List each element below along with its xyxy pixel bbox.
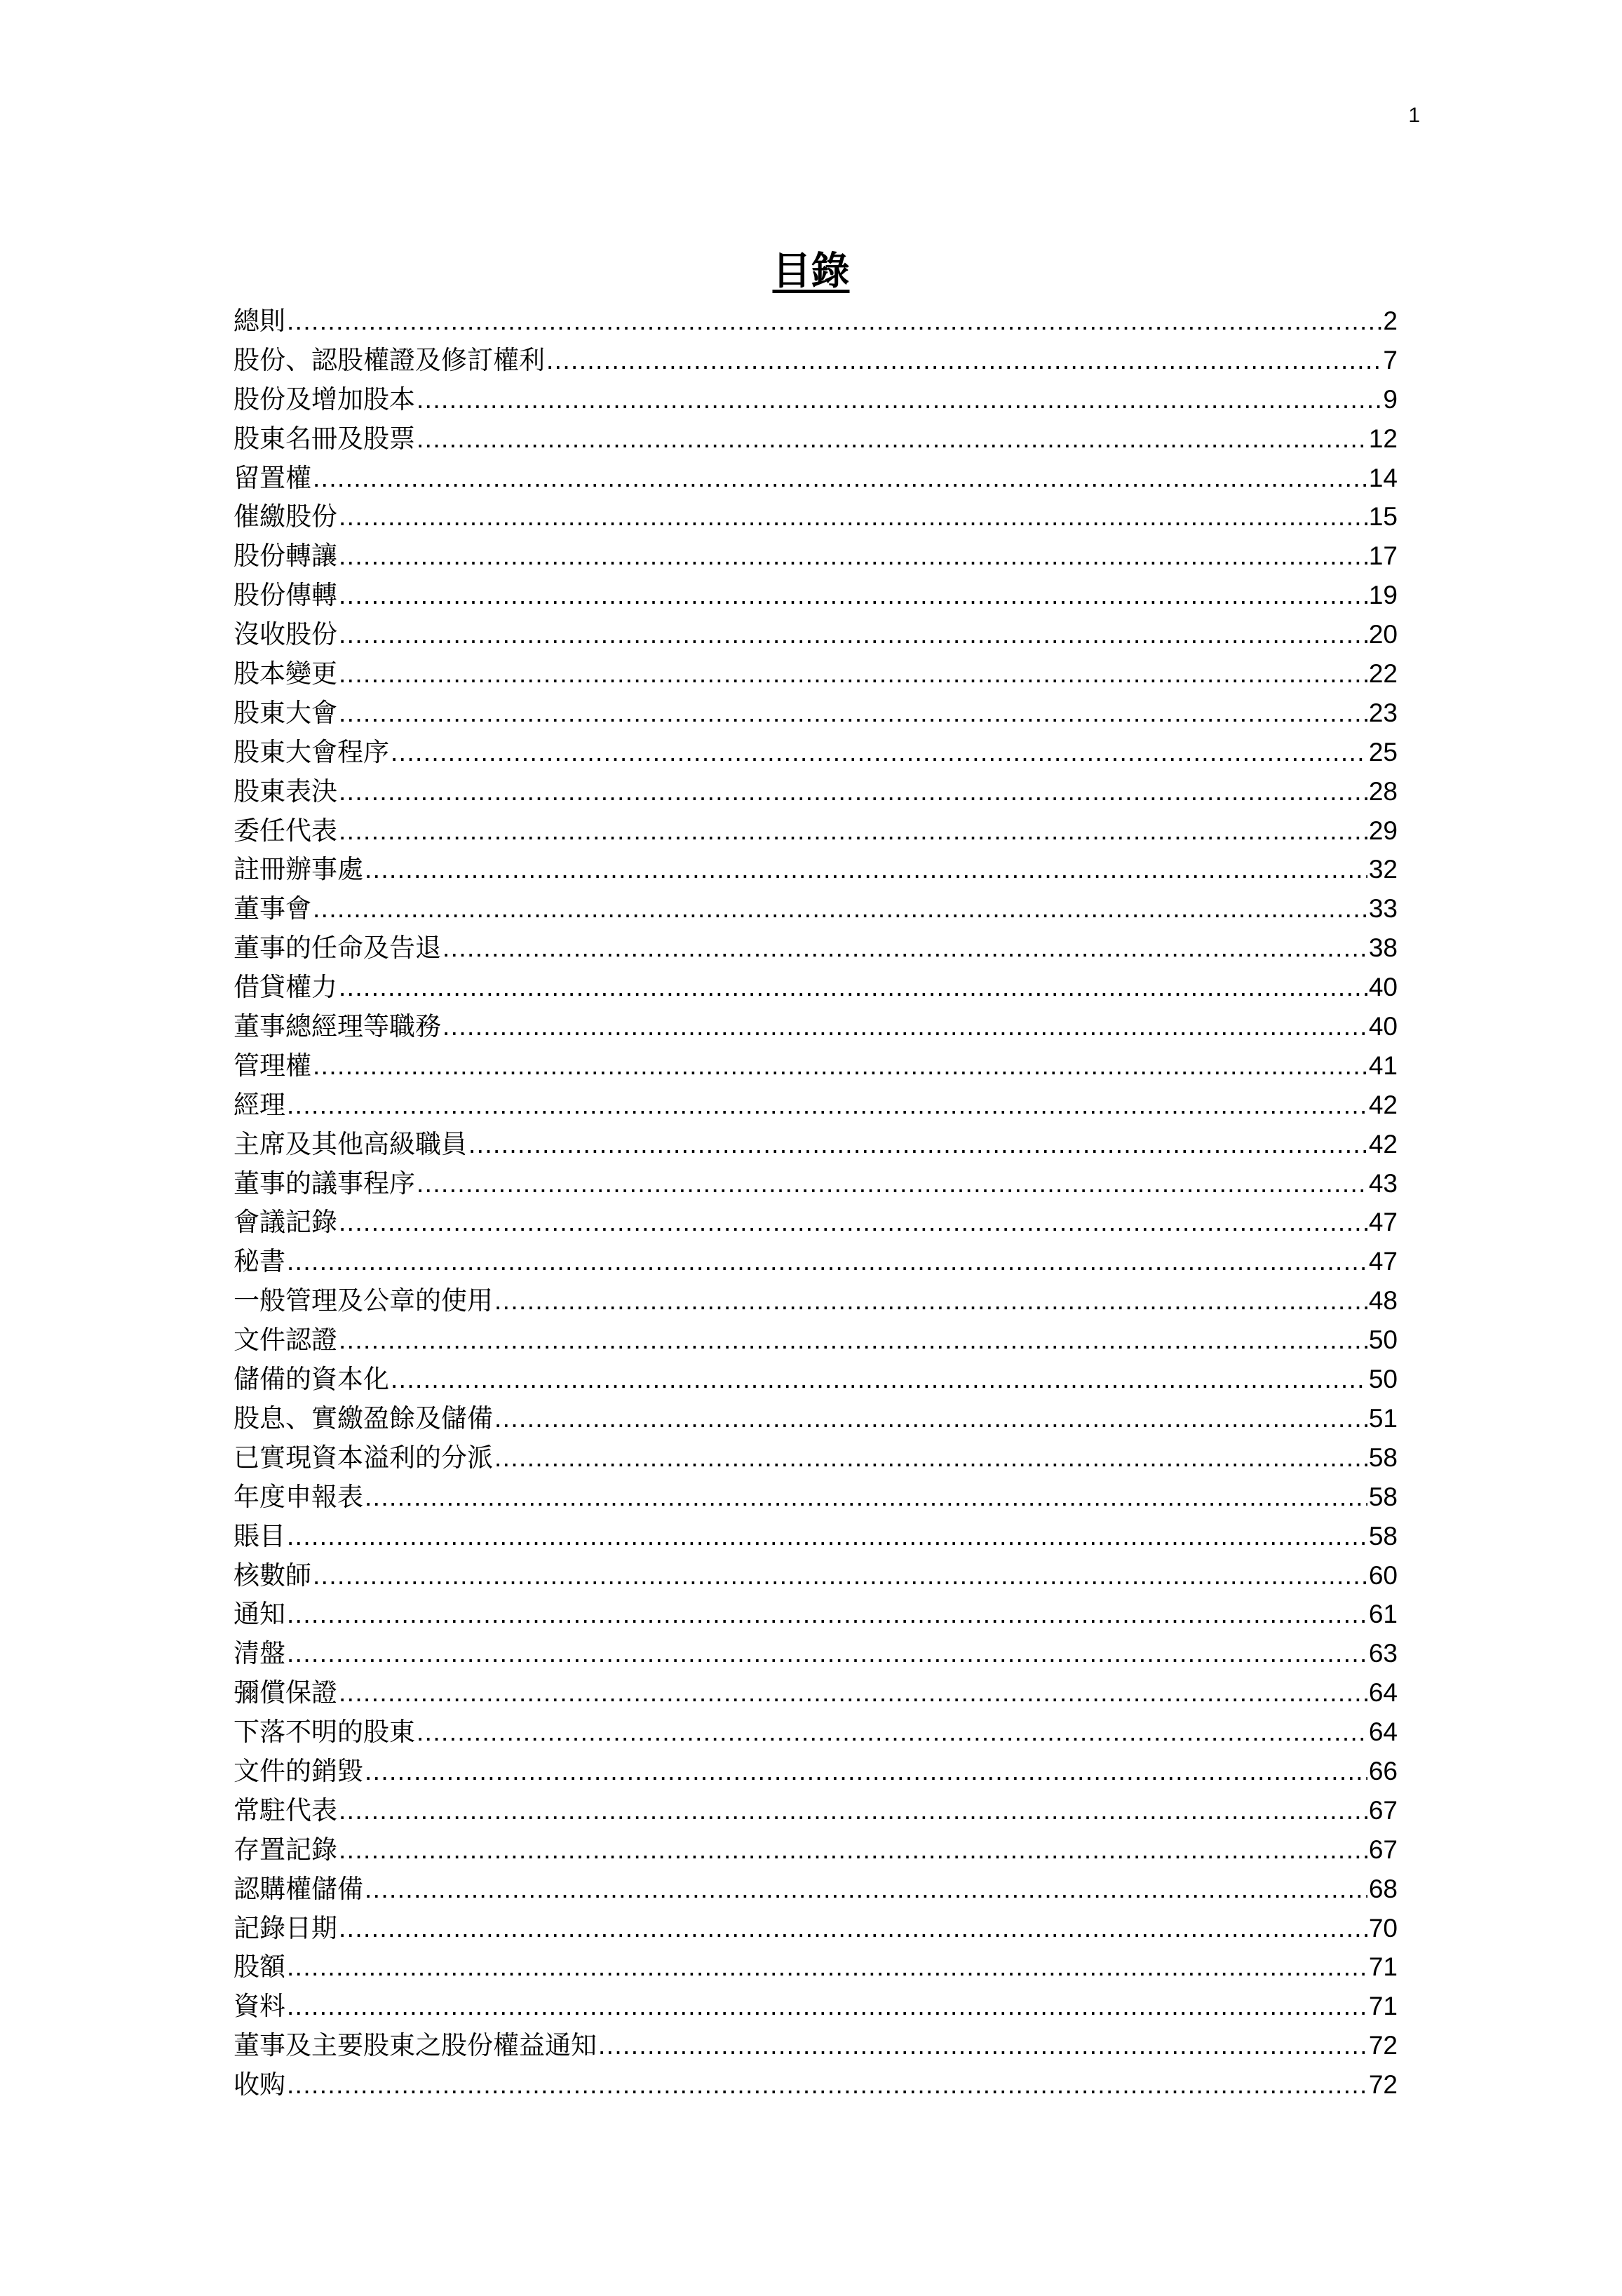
toc-entry[interactable] [234,2026,1398,2065]
toc-entry-page-number: 40 [1368,973,1398,1002]
toc-entry-page-number: 33 [1368,894,1398,924]
toc-entry-page-number: 67 [1368,1795,1398,1825]
toc-entry-title: 借貸權力 [234,972,337,1003]
toc-entry-page-number: 58 [1368,1521,1398,1551]
toc-entry-title: 會議記錄 [234,1207,337,1238]
dot-leader [494,1399,1367,1438]
toc-entry-page-number: 28 [1368,776,1398,806]
toc-entry-page-number: 72 [1368,2031,1398,2060]
toc-entry-title: 常駐代表 [234,1795,337,1825]
toc-entry-title: 註冊辦事處 [234,854,363,885]
toc-entry[interactable] [234,1595,1398,1634]
toc-entry[interactable] [234,1634,1398,1673]
toc-entry-title: 董事總經理等職務 [234,1011,441,1042]
toc-entry-page-number: 25 [1368,737,1398,767]
toc-entry-page-number: 14 [1368,463,1398,492]
dot-leader [391,1360,1367,1399]
toc-entry-page-number: 17 [1368,541,1398,571]
toc-entry[interactable] [234,1517,1398,1556]
toc-entry[interactable] [234,811,1398,851]
toc-entry[interactable] [234,928,1398,968]
toc-entry[interactable] [234,1360,1398,1399]
toc-entry-title: 彌償保證 [234,1677,337,1708]
toc-entry[interactable] [234,1947,1398,1987]
toc-entry[interactable] [234,1125,1398,1164]
dot-leader [339,968,1367,1007]
table-of-contents [234,302,1398,2105]
toc-entry-title: 股份及增加股本 [234,384,415,414]
dot-leader [339,536,1367,576]
toc-entry-page-number: 2 [1383,306,1398,335]
dot-leader [417,419,1367,459]
toc-entry[interactable] [234,889,1398,928]
toc-entry-page-number: 19 [1368,581,1398,610]
toc-entry-page-number: 60 [1368,1560,1398,1590]
toc-entry-page-number: 71 [1368,1992,1398,2021]
toc-entry-page-number: 43 [1368,1168,1398,1198]
toc-entry-page-number: 68 [1368,1874,1398,1903]
toc-entry-title: 股東表決 [234,776,337,806]
toc-entry-title: 股份轉讓 [234,541,337,572]
dot-leader [365,1478,1367,1517]
toc-entry[interactable] [234,497,1398,536]
toc-entry-title: 核數師 [234,1560,311,1591]
dot-leader [339,1791,1367,1830]
toc-entry[interactable] [234,576,1398,615]
dot-leader [391,733,1367,772]
dot-leader [313,459,1367,498]
toc-entry[interactable] [234,772,1398,811]
toc-entry-title: 股東大會程序 [234,736,389,767]
dot-leader [339,811,1367,851]
dot-leader [313,889,1367,928]
dot-leader [313,1046,1367,1086]
toc-entry[interactable] [234,1830,1398,1870]
toc-entry-title: 清盤 [234,1638,285,1669]
toc-entry-title: 股份、認股權證及修訂權利 [234,344,545,375]
toc-entry-title: 資料 [234,1991,285,2022]
toc-entry[interactable] [234,2065,1398,2105]
toc-entry-page-number: 42 [1368,1129,1398,1159]
toc-entry-title: 股息、實繳盈餘及儲備 [234,1403,493,1433]
toc-entry-title: 委任代表 [234,815,337,846]
toc-entry-title: 股份傳轉 [234,580,337,611]
toc-entry-title: 留置權 [234,462,311,493]
toc-entry-page-number: 41 [1368,1051,1398,1080]
toc-entry-page-number: 23 [1368,698,1398,727]
toc-entry-title: 董事的議事程序 [234,1168,415,1198]
dot-leader [339,1673,1367,1713]
toc-entry[interactable] [234,1399,1398,1438]
toc-entry-title: 總則 [234,306,285,336]
toc-entry-title: 董事會 [234,893,311,924]
toc-entry-page-number: 20 [1368,620,1398,649]
dot-leader [494,1281,1367,1321]
dot-leader [339,576,1367,615]
toc-entry[interactable] [234,1086,1398,1125]
toc-entry-title: 股東名冊及股票 [234,423,415,454]
dot-leader [287,1595,1367,1634]
toc-entry[interactable] [234,654,1398,694]
toc-entry-title: 文件的銷毀 [234,1755,363,1786]
dot-leader [339,654,1367,694]
toc-entry-page-number: 51 [1368,1403,1398,1433]
toc-entry-page-number: 64 [1368,1717,1398,1747]
toc-entry[interactable] [234,536,1398,576]
toc-entry-page-number: 12 [1368,424,1398,453]
toc-entry-title: 股額 [234,1952,285,1983]
toc-entry[interactable] [234,1478,1398,1517]
toc-entry-page-number: 50 [1368,1325,1398,1355]
toc-entry[interactable] [234,1007,1398,1046]
toc-entry-page-number: 22 [1368,659,1398,689]
toc-entry[interactable] [234,1242,1398,1281]
dot-leader [287,1634,1367,1673]
dot-leader [287,1987,1367,2026]
dot-leader [339,497,1367,536]
toc-entry-title: 股東大會 [234,697,337,728]
dot-leader [287,1517,1367,1556]
toc-entry-title: 收购 [234,2069,285,2100]
toc-entry-title: 經理 [234,1089,285,1120]
toc-entry-title: 催繳股份 [234,501,337,532]
toc-entry-page-number: 9 [1383,384,1398,414]
toc-entry-page-number: 70 [1368,1913,1398,1943]
toc-entry[interactable] [234,419,1398,459]
toc-entry-title: 年度申報表 [234,1481,363,1512]
toc-entry-page-number: 38 [1368,933,1398,963]
toc-entry-title: 文件認證 [234,1325,337,1356]
page-number: 1 [1408,104,1420,127]
dot-leader [365,850,1367,889]
toc-entry-title: 秘書 [234,1246,285,1277]
dot-leader [287,1242,1367,1281]
toc-entry[interactable] [234,1713,1398,1752]
toc-entry-title: 賬目 [234,1520,285,1551]
toc-entry[interactable] [234,1791,1398,1830]
toc-entry[interactable] [234,1556,1398,1595]
toc-entry-title: 儲備的資本化 [234,1364,389,1395]
toc-entry[interactable] [234,1987,1398,2026]
dot-leader [442,928,1367,968]
dot-leader [494,1438,1367,1478]
dot-leader [287,1947,1367,1987]
toc-entry-title: 股本變更 [234,659,337,689]
toc-entry-page-number: 58 [1368,1482,1398,1511]
dot-leader [365,1752,1367,1791]
toc-entry-title: 董事的任命及告退 [234,933,441,964]
toc-entry[interactable] [234,302,1398,341]
toc-entry-title: 認購權儲備 [234,1873,363,1904]
toc-entry-title: 董事及主要股東之股份權益通知 [234,2030,597,2061]
toc-entry[interactable] [234,459,1398,498]
toc-entry-page-number: 48 [1368,1286,1398,1316]
dot-leader [365,1870,1367,1909]
toc-entry-page-number: 47 [1368,1247,1398,1276]
dot-leader [339,615,1367,654]
toc-entry-title: 存置記錄 [234,1834,337,1865]
toc-entry[interactable] [234,694,1398,733]
dot-leader [287,2065,1367,2105]
toc-entry[interactable] [234,380,1398,419]
toc-entry-title: 記錄日期 [234,1912,337,1943]
toc-entry-title: 主席及其他高級職員 [234,1128,467,1159]
toc-entry-page-number: 47 [1368,1208,1398,1237]
toc-entry-page-number: 72 [1368,2070,1398,2100]
toc-entry-title: 通知 [234,1599,285,1630]
toc-entry-title: 一般管理及公章的使用 [234,1285,493,1316]
toc-entry[interactable] [234,968,1398,1007]
dot-leader [468,1125,1367,1164]
dot-leader [598,2026,1367,2065]
toc-entry-page-number: 15 [1368,502,1398,532]
page-title: 目錄 [772,248,850,293]
dot-leader [339,1203,1367,1242]
dot-leader [417,1713,1367,1752]
toc-entry[interactable] [234,1909,1398,1948]
toc-entry[interactable] [234,1438,1398,1478]
dot-leader [339,1830,1367,1870]
toc-entry-page-number: 50 [1368,1365,1398,1394]
toc-entry-page-number: 29 [1368,816,1398,845]
toc-entry[interactable] [234,1673,1398,1713]
toc-entry[interactable] [234,1203,1398,1242]
dot-leader [287,1086,1367,1125]
dot-leader [442,1007,1367,1046]
toc-entry-title: 下落不明的股東 [234,1717,415,1748]
dot-leader [339,772,1367,811]
toc-entry-page-number: 32 [1368,855,1398,884]
toc-entry[interactable] [234,1046,1398,1086]
toc-entry[interactable] [234,341,1398,380]
toc-entry-page-number: 71 [1368,1952,1398,1982]
toc-entry[interactable] [234,733,1398,772]
toc-entry-title: 管理權 [234,1050,311,1081]
dot-leader [313,1556,1367,1595]
toc-entry[interactable] [234,1321,1398,1360]
toc-entry[interactable] [234,1164,1398,1203]
toc-entry-page-number: 42 [1368,1090,1398,1119]
toc-entry[interactable] [234,1870,1398,1909]
toc-entry-page-number: 7 [1383,345,1398,374]
dot-leader [417,1164,1367,1203]
dot-leader [339,1909,1367,1948]
toc-entry-title: 已實現資本溢利的分派 [234,1442,493,1473]
toc-entry-page-number: 63 [1368,1639,1398,1668]
toc-entry-page-number: 66 [1368,1756,1398,1785]
dot-leader [287,302,1381,341]
toc-entry-page-number: 40 [1368,1012,1398,1041]
toc-entry[interactable] [234,615,1398,654]
toc-entry-title: 沒收股份 [234,619,337,650]
dot-leader [339,1321,1367,1360]
toc-entry[interactable] [234,850,1398,889]
toc-entry-page-number: 61 [1368,1600,1398,1629]
toc-entry-page-number: 58 [1368,1443,1398,1472]
dot-leader [339,694,1367,733]
toc-entry-page-number: 64 [1368,1678,1398,1708]
toc-entry-page-number: 67 [1368,1835,1398,1864]
toc-entry[interactable] [234,1281,1398,1321]
toc-entry[interactable] [234,1752,1398,1791]
dot-leader [546,341,1381,380]
dot-leader [417,380,1381,419]
